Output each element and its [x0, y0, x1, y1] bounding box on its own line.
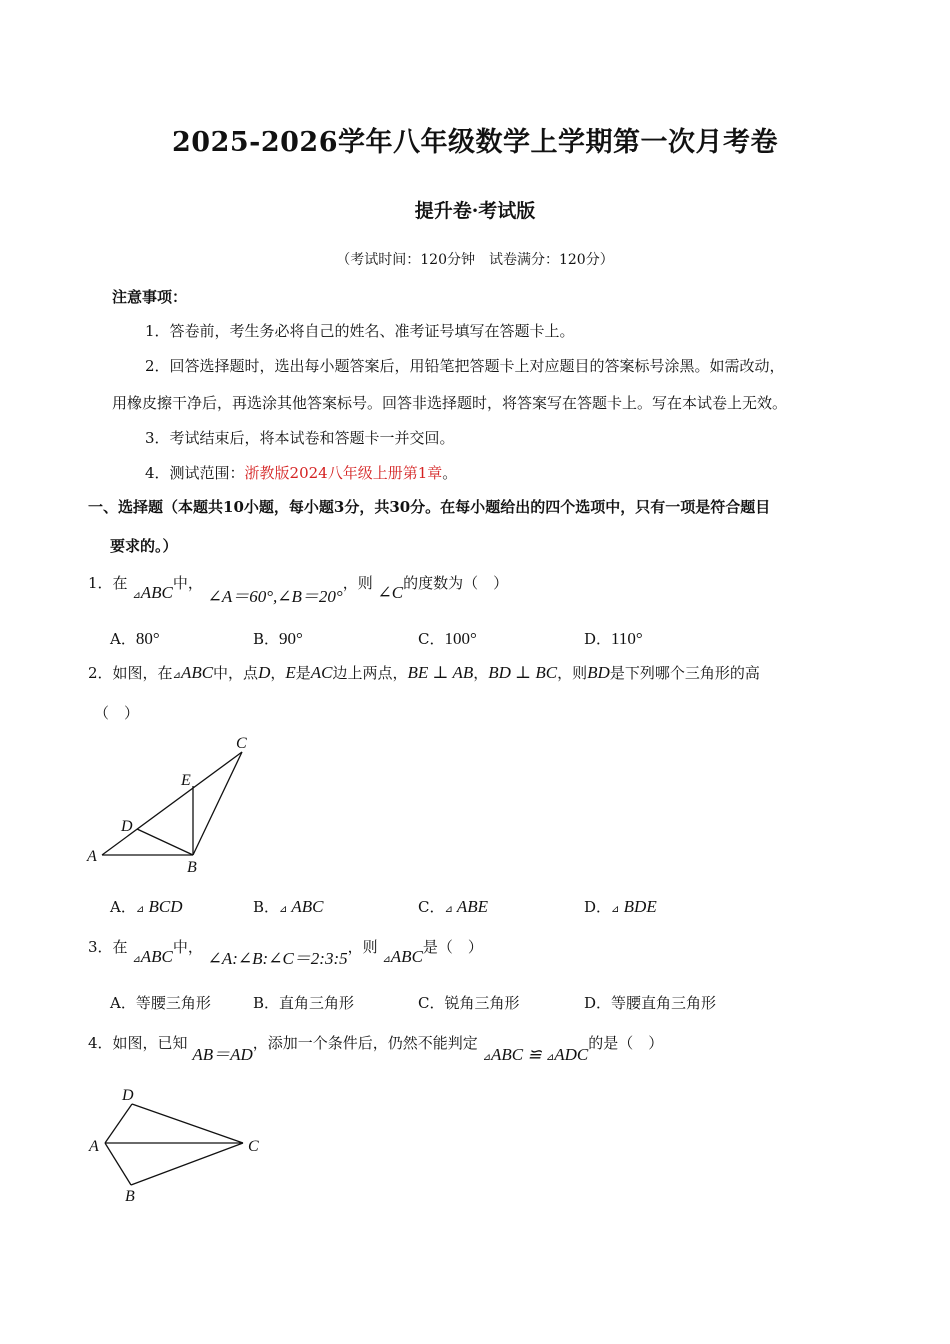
notes-item-4-prefix: 4．测试范围： — [145, 464, 245, 482]
q3-option-d[interactable]: D．等腰直角三角形 — [584, 994, 717, 1012]
triangle-icon: ⊿ — [482, 1052, 491, 1063]
segment-bd — [137, 829, 193, 855]
label-c: C — [236, 735, 247, 752]
label-e: E — [181, 772, 191, 789]
segment-bc — [193, 752, 242, 855]
triangle-icon: ⊿ — [132, 954, 141, 965]
q3-triangle: ⊿ABC — [132, 947, 173, 966]
label-a: A — [87, 848, 97, 865]
triangle-icon: ⊿ — [135, 904, 145, 915]
q1-stem: 1．在 ⊿ABC中， ∠A＝60°,∠B＝20°，则 ∠C的度数为（ ） — [88, 574, 509, 606]
page-title: 2025-2026学年八年级数学上学期第一次月考卷 — [172, 127, 778, 158]
segment-dc — [132, 1104, 243, 1143]
q1-option-d[interactable]: D．110° — [584, 629, 643, 648]
q2-be-perp-ab: BE ⊥ AB — [407, 663, 474, 682]
triangle-icon: ⊿ — [444, 904, 453, 915]
q4-stem: 4．如图，已知 AB＝AD，添加一个条件后，仍然不能判定 ⊿ABC ≌ ⊿ADC的是（ ） — [88, 1034, 664, 1064]
q3-option-c[interactable]: C．锐角三角形 — [418, 994, 520, 1012]
q4-figure — [80, 1080, 280, 1210]
q4-congruence: ⊿ABC ≌ ⊿ADC — [482, 1045, 589, 1064]
triangle-icon: ⊿ — [132, 590, 141, 601]
label-b: B — [187, 859, 197, 876]
notes-item-1: 1．答卷前，考生务必将自己的姓名、准考证号填写在答题卡上。 — [145, 322, 575, 340]
segment-ad — [105, 1104, 132, 1143]
q1-triangle: ⊿ABC — [132, 583, 173, 602]
segment-ab — [105, 1143, 131, 1185]
triangle-icon: ⊿ — [611, 904, 620, 915]
exam-info: （考试时间：120分钟 试卷满分：120分） — [336, 252, 614, 268]
label-a: A — [89, 1138, 99, 1155]
q2-bd-perp-bc: BD ⊥ BC — [488, 663, 558, 682]
q3-stem: 3．在 ⊿ABC中， ∠A:∠B:∠C＝2:3:5，则 ⊿ABC是（ ） — [88, 938, 483, 968]
q2-option-b[interactable]: B．⊿ ABC — [253, 897, 324, 916]
q2-stem: 2．如图，在⊿ABC中，点D，E是AC边上两点，BE ⊥ AB，BD ⊥ BC，则BD是下列哪个三角形的高 — [88, 663, 760, 682]
triangle-icon: ⊿ — [279, 904, 288, 915]
notes-item-2-line-2: 用橡皮擦干净后，再选涂其他答案标号。回答非选择题时，将答案写在答题卡上。写在本试卷上无效。 — [112, 394, 788, 412]
q2-triangle: ⊿ABC — [172, 663, 214, 682]
q3-option-b[interactable]: B．直角三角形 — [253, 994, 355, 1012]
q4-condition: AB＝AD — [192, 1045, 253, 1064]
triangle-icon: ⊿ — [382, 954, 391, 965]
q3-option-a[interactable]: A．等腰三角形 — [110, 994, 211, 1012]
q2-figure — [80, 730, 280, 880]
q1-number: 1．在 — [88, 574, 128, 592]
triangle-icon: ⊿ — [545, 1052, 555, 1063]
q1-condition: ∠A＝60°,∠B＝20° — [207, 587, 343, 606]
triangle-icon: ⊿ — [172, 670, 181, 681]
label-d: D — [122, 1087, 134, 1104]
notes-heading: 注意事项： — [112, 288, 188, 306]
page-subtitle: 提升卷·考试版 — [414, 200, 536, 222]
segment-ac — [102, 752, 242, 855]
q3-condition: ∠A:∠B:∠C＝2:3:5 — [207, 949, 348, 968]
q2-option-a[interactable]: A．⊿ BCD — [110, 897, 183, 916]
section-heading-line-2: 要求的。） — [110, 537, 178, 555]
segment-bc — [131, 1143, 243, 1185]
q1-option-b[interactable]: B．90° — [253, 629, 303, 648]
label-d: D — [121, 818, 133, 835]
q1-option-c[interactable]: C．100° — [418, 629, 477, 648]
section-heading-line-1: 一、选择题（本题共10小题，每小题3分，共30分。在每小题给出的四个选项中，只有一项是符合题目 — [88, 498, 771, 516]
notes-item-4 — [145, 462, 457, 483]
notes-item-3: 3．考试结束后，将本试卷和答题卡一并交回。 — [145, 429, 455, 447]
q2-answer-paren: （ ） — [94, 704, 140, 722]
label-b: B — [125, 1188, 135, 1205]
q2-option-d[interactable]: D．⊿ BDE — [584, 897, 657, 916]
notes-item-2-line-1: 2．回答选择题时，选出每小题答案后，用铅笔把答题卡上对应题目的答案标号涂黑。如需改动， — [145, 357, 785, 375]
label-c: C — [248, 1138, 259, 1155]
q1-angle-c: ∠C — [377, 583, 404, 602]
test-scope: 浙教版2024八年级上册第1章 — [244, 464, 443, 482]
q3-triangle-2: ⊿ABC — [382, 947, 423, 966]
notes-item-4-suffix: 。 — [442, 464, 458, 482]
q1-option-a[interactable]: A．80° — [110, 629, 160, 648]
q2-option-c[interactable]: C．⊿ ABE — [418, 897, 488, 916]
